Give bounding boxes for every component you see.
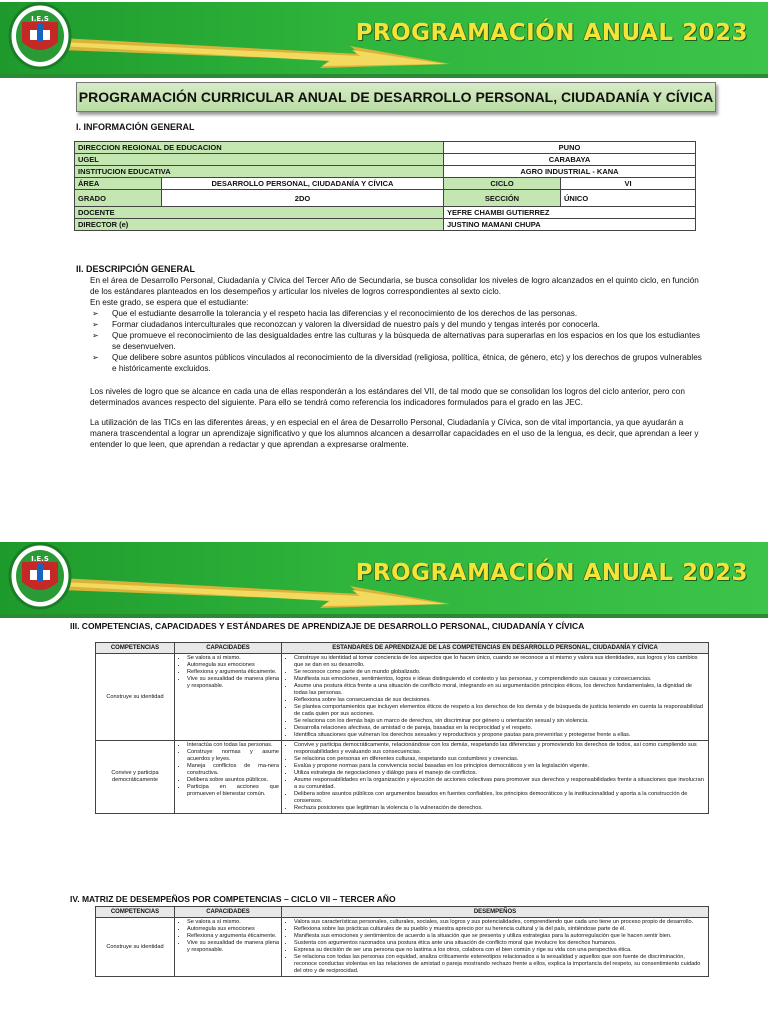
list-item: • Sustenta con argumentos razonados una postura ética ante una situación de conflicto moral que involucre los derechos humanos. — [294, 940, 706, 947]
list-item: • Manifiesta sus emociones y sentimientos de acuerdo a la situación que se presenta y utiliza estrategias para la autorregulación que le hacen sentir bien. — [294, 933, 706, 940]
table-cell-value: VI — [561, 178, 696, 190]
list-item: • Reflexiona sobre las consecuencias de sus decisiones. — [294, 697, 706, 704]
page-title: PROGRAMACIÓN CURRICULAR ANUAL DE DESARROLLO PERSONAL, CIUDADANÍA Y CÍVICA — [76, 82, 716, 112]
list-item: • Identifica situaciones que vulneran los derechos sexuales y reproductivos y propone pautas para prevenirlas y protegerse frente a ellas. — [294, 732, 706, 739]
table-header: COMPETENCIAS — [96, 643, 175, 654]
list-item: • Se relaciona con todas las personas con equidad, analiza críticamente estereotipos relacionados a la sexualidad y aquellos que son fuente de discriminación, reconoce conductas violentas en las relaciones de amistad o pareja mostrando rechazo frente a ellos, explica la importancia del respeto, su consentimiento cuidado del otro y de reciprocidad. — [294, 954, 706, 975]
description-intro: En el área de Desarrollo Personal, Ciudadanía y Cívica del Tercer Año de Secundaria, se busca consolidar los niveles de logro alcanzados en el quinto ciclo, en función de los estándares planteados en los desempeños y articular los niveles de logros correspondientes al sexto ciclo. — [90, 276, 699, 296]
table-row — [96, 907, 709, 918]
list-item: • Interactúa con todas las personas. — [187, 742, 279, 749]
list-item: • Evalúa y propone normas para la convivencia social basadas en los principios democráticos y en la legislación vigente. — [294, 763, 706, 770]
table-cell-label: UGEL — [75, 154, 444, 166]
table-cell-value: DESARROLLO PERSONAL, CIUDADANÍA Y CÍVICA — [162, 178, 444, 190]
table-cell-value: PUNO — [444, 142, 696, 154]
list-item: • Desarrolla relaciones afectivas, de amistad o de pareja, basadas en la reciprocidad y el respeto. — [294, 725, 706, 732]
list-item: • Expresa su decisión de ser una persona que no lastima a los otros, colabora con el bien común y rige su vida con una perspectiva ética. — [294, 947, 706, 954]
list-item: • Rechaza posiciones que legitiman la violencia o la vulneración de derechos. — [294, 805, 706, 812]
description-lead: En este grado, se espera que el estudiante: — [90, 298, 249, 307]
table-header: DESEMPEÑOS — [282, 907, 709, 918]
description-paragraph: La utilización de las TICs en las diferentes áreas, y en especial en el área de Desarrollo Personal, Ciudadanía y Cívica, son de vital importancia, ya que ayudarán a manera trascendental a lograr un aprendizaje significativo y que los alumnos alcancen a desarrollar capacidades en el uso de la lengua, es decir, que aprendan a leer y entender lo que leen, que aprendan a redactar y que aprendan a expresarse oralmente. — [90, 418, 699, 449]
list-item: • Asume responsabilidades en la organización y ejecución de acciones colectivas para promover sus derechos y responsabilidades frente a situaciones que involucran a su comunidad. — [294, 777, 706, 791]
capacities-cell — [175, 741, 282, 814]
table-cell-value: ÚNICO — [561, 190, 696, 207]
school-logo-icon — [8, 542, 72, 610]
table-row — [96, 654, 709, 741]
table-cell-label: ÁREA — [75, 178, 162, 190]
table-row — [75, 219, 696, 231]
table-cell-value: YEFRE CHAMBI GUTIERREZ — [444, 207, 696, 219]
performance-table — [95, 906, 709, 977]
table-cell-label: DOCENTE — [75, 207, 444, 219]
table-row — [96, 643, 709, 654]
list-item: • Vive su sexualidad de manera plena y responsable. — [187, 676, 279, 690]
list-item: • Se plantea comportamientos que incluyen elementos éticos de respeto a los derechos de los demás y de búsqueda de justicia teniendo en cuenta la responsabilidad de cada quien por sus acciones. — [294, 704, 706, 718]
table-row — [75, 190, 696, 207]
table-cell-label: CICLO — [444, 178, 561, 190]
banner-bottom-line — [0, 614, 768, 618]
list-item: • Valora sus características personales, culturales, sociales, sus logros y sus potencialidades, comprendiendo que cada uno tiene un proceso propio de desarrollo. — [294, 919, 706, 926]
description-body — [90, 275, 706, 450]
info-table — [74, 141, 696, 231]
banner-title: PROGRAMACIÓN ANUAL 2023 — [355, 20, 748, 46]
list-item: • Reflexiona sobre las prácticas culturales de su pueblo y muestra aprecio por su herencia cultural y la del país, sintiéndose parte de él. — [294, 926, 706, 933]
competency-name: Construye su identidad — [96, 654, 175, 741]
standards-cell — [282, 654, 709, 741]
standards-cell — [282, 741, 709, 814]
list-item: • Se valora a sí mismo. — [187, 655, 279, 662]
list-item: • Se reconoce como parte de un mundo globalizado. — [294, 669, 706, 676]
svg-text:I.E.S: I.E.S — [31, 555, 49, 563]
table-row — [96, 918, 709, 977]
school-logo-icon — [8, 2, 72, 70]
list-item: • Se relaciona con personas en diferentes culturas, respetando sus costumbres y creencias. — [294, 756, 706, 763]
competencies-table — [95, 642, 709, 814]
list-item: • Delibera sobre asuntos públicos. — [187, 777, 279, 784]
table-row — [75, 178, 696, 190]
list-item: • Se valora a sí mismo. — [187, 919, 279, 926]
competency-name: Convive y participa democráticamente — [96, 741, 175, 814]
document-page-2 — [0, 540, 768, 1024]
table-cell-label: DIRECTOR (e) — [75, 219, 444, 231]
list-item: • Reflexiona y argumenta éticamente. — [187, 669, 279, 676]
list-item: • Utiliza estrategia de negociaciones y diálogo para el manejo de conflictos. — [294, 770, 706, 777]
competency-name: Construye su identidad — [96, 918, 175, 977]
table-cell-value: 2DO — [162, 190, 444, 207]
table-header: CAPACIDADES — [175, 643, 282, 654]
document-page-1 — [0, 0, 768, 500]
list-item: • Participa en acciones que promueven el bienestar común. — [187, 784, 279, 798]
list-item: • Reflexiona y argumenta éticamente. — [187, 933, 279, 940]
list-item: • Se relaciona con los demás bajo un marco de derechos, sin discriminar por género u orientación sexual y sin violencia. — [294, 718, 706, 725]
table-row — [75, 154, 696, 166]
performance-cell — [282, 918, 709, 977]
header-banner — [0, 0, 768, 80]
list-item: • Vive su sexualidad de manera plena y responsable. — [187, 940, 279, 954]
banner-bottom-line — [0, 74, 768, 78]
section-heading-info: I. INFORMACIÓN GENERAL — [76, 122, 195, 132]
table-header: COMPETENCIAS — [96, 907, 175, 918]
section-heading-description: II. DESCRIPCIÓN GENERAL — [76, 264, 196, 274]
table-cell-label: DIRECCION REGIONAL DE EDUCACION — [75, 142, 444, 154]
table-row — [96, 741, 709, 814]
list-item: ➢ Que delibere sobre asuntos públicos vinculados al reconocimiento de la diversidad (religiosa, política, étnica, de género, etc) y los derechos de grupos vulnerables e históricamente excluidos. — [112, 352, 706, 374]
table-header: ESTANDARES DE APRENDIZAJE DE LAS COMPETENCIAS EN DESARROLLO PERSONAL, CIUDADANÍA Y CÍVICA — [282, 643, 709, 654]
list-item: • Autorregula sus emociones — [187, 662, 279, 669]
table-cell-value: AGRO INDUSTRIAL - KANA — [444, 166, 696, 178]
list-item: • Maneja conflictos de ma-nera constructiva. — [187, 763, 279, 777]
table-row — [75, 166, 696, 178]
table-cell-label: INSTITUCION EDUCATIVA — [75, 166, 444, 178]
description-paragraph: Los niveles de logro que se alcance en cada una de ellas responderán a los estándares del VII, de tal modo que se consolidan los logros del ciclo anterior, pero con determinados avances respecto del siguiente. Para ello se tendrá como referencia los indicadores formulados para el grado en las JEC. — [90, 387, 685, 407]
list-item: ➢ Que promueve el reconocimiento de las desigualdades entre las culturas y la búsqueda de alternativas para superarlas en los espacios en los que los estudiantes se desenvuelven. — [112, 330, 706, 352]
list-item: • Asume una postura ética frente a una situación de conflicto moral, integrando en su argumentación principios éticos, los derechos fundamentales, la dignidad de todas las personas. — [294, 683, 706, 697]
list-item: • Construye normas y asume acuerdos y leyes. — [187, 749, 279, 763]
table-row — [75, 142, 696, 154]
header-banner — [0, 540, 768, 620]
list-item: • Delibera sobre asuntos públicos con argumentos basados en fuentes confiables, los principios democráticos y la institucionalidad y aporta a la construcción de consensos. — [294, 791, 706, 805]
description-bullets — [90, 308, 706, 374]
svg-text:I.E.S: I.E.S — [31, 15, 49, 23]
banner-title: PROGRAMACIÓN ANUAL 2023 — [355, 560, 748, 586]
table-cell-label: SECCIÓN — [444, 190, 561, 207]
list-item: ➢ Que el estudiante desarrolle la tolerancia y el respeto hacia las diferencias y el reconocimiento de los derechos de las personas. — [112, 308, 706, 319]
capacities-cell — [175, 918, 282, 977]
page-gap — [0, 500, 768, 540]
list-item: • Manifiesta sus emociones, sentimientos, logros e ideas distinguiendo el contexto y las personas, y comprendiendo sus causas y consecuencias. — [294, 676, 706, 683]
table-cell-label: GRADO — [75, 190, 162, 207]
section-heading-competencies: III. COMPETENCIAS, CAPACIDADES Y ESTÁNDARES DE APRENDIZAJE DE DESARROLLO PERSONAL, CIUDADANÍA Y CÍVICA — [70, 621, 585, 631]
list-item: • Construye su identidad al tomar conciencia de los aspectos que lo hacen único, cuando se reconoce a sí mismo y valora sus identidades, sus logros y los cambios que se dan en su desarrollo. — [294, 655, 706, 669]
table-cell-value: JUSTINO MAMANI CHUPA — [444, 219, 696, 231]
list-item: • Autorregula sus emociones — [187, 926, 279, 933]
list-item: • Convive y participa democráticamente, relacionándose con los demás, respetando las diferencias y promoviendo los derechos de todos, así como cumpliendo sus responsabilidades y evaluando sus consecuencias. — [294, 742, 706, 756]
table-header: CAPACIDADES — [175, 907, 282, 918]
table-cell-value: CARABAYA — [444, 154, 696, 166]
table-row — [75, 207, 696, 219]
capacities-cell — [175, 654, 282, 741]
list-item: ➢ Formar ciudadanos interculturales que reconozcan y valoren la diversidad de nuestro país y del mundo y tengas interés por conocerla. — [112, 319, 706, 330]
section-heading-performance: IV. MATRIZ DE DESEMPEÑOS POR COMPETENCIAS – CICLO VII – TERCER AÑO — [70, 894, 396, 904]
